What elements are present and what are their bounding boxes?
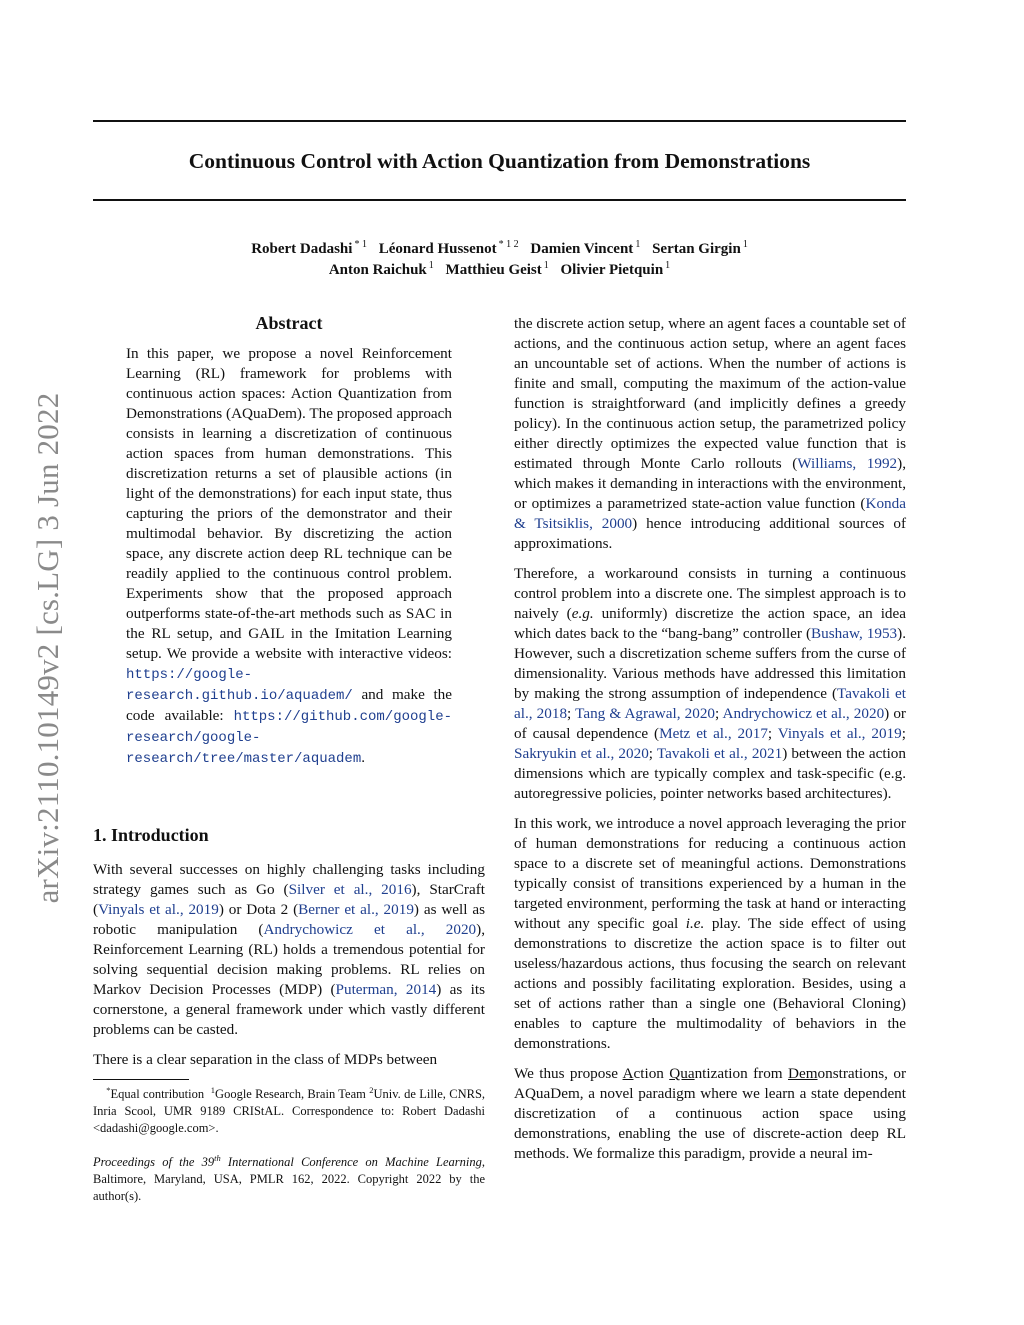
website-link[interactable]: https://google-research.github.io/aquadem/: [126, 667, 353, 704]
abstract-text: and make the code available:: [126, 686, 452, 724]
citation-link[interactable]: Tavakoli et al., 2021: [656, 745, 783, 762]
author-line-2: [93, 256, 906, 280]
paragraph: Therefore, a workaround consists in turning a continuous control problem into a discrete one. The simplest approach is to naively (e.g. uniformly) discretize the action space, an idea which dates back to the “bang-bang” controller (Bushaw, 1953). However, such a discretization scheme suffers from the curse of dimensionality. Various methods have addressed this limitation by making the strong assumption of independence (Tavakoli et al., 2018; Tang & Agrawal, 2020; Andrychowicz et al., 2020) or of causal dependence (Metz et al., 2017; Vinyals et al., 2019; Sakryukin et al., 2020; Tavakoli et al., 2021) between the action dimensions which are typically complex and task-specific (e.g. autoregressive policies, pointer networks based architectures).: [514, 565, 906, 802]
footnote: *Equal contribution $^1$Google Research, Brain Team $^2$Univ. de Lille, CNRS, Inria Scool, UMR 9189 CRIStAL. Correspondence to: Robert Dadashi <dadashi@google.com>.: [93, 1085, 486, 1136]
footnote-rule: [93, 1079, 189, 1080]
paragraph: In this work, we introduce a novel approach leveraging the prior of human demonstrations for reducing a continuous action space to a discrete set of meaningful actions. Demonstrations typically consist of transitions experienced by a human in the targeted environment, performing the task at hand or interacting without any specific goal i.e. play. The side effect of using demonstrations to discretize the action space is to filter out useless/hazardous actions, thus focusing the search on relevant actions and possibly facilitating exploration. Besides, using a set of actions rather than a single one (Behavioral Cloning) enables to capture the multimodality of behaviors in the demonstrations.: [514, 815, 906, 1052]
abstract-heading: Abstract: [255, 313, 323, 333]
author-name: Anton Raichuk $^1$: [328, 260, 434, 278]
citation-link[interactable]: Sakryukin et al., 2020: [514, 745, 649, 762]
citation-link[interactable]: Andrychowicz et al., 2020: [263, 921, 477, 938]
citation-link[interactable]: Berner et al., 2019: [298, 901, 414, 918]
abstract-text: In this paper, we propose a novel Reinforcement Learning (RL) framework for problems with continuous action spaces: Action Quantization from Demonstrations (AQuaDem). The proposed approach consists in learning a discretization of continuous action spaces from human demonstrations. This discretization returns a set of plausible actions (in light of the demonstrations) for each input state, thus capturing the priors of the demonstrator and their multimodal behavior. By discretizing the action space, any discrete action deep RL technique can be readily applied to the continuous control problem. Experiments show that the proposed approach outperforms state-of-the-art methods such as SAC in the RL setup, and GAIL in the Imitation Learning setup. We provide a website with interactive videos:: [126, 345, 452, 662]
citation-link[interactable]: Vinyals et al., 2019: [777, 725, 902, 742]
code-link[interactable]: https://github.com/google-research/google-research/tree/master/aquadem: [126, 709, 453, 767]
paper-title: Continuous Control with Action Quantization from Demonstrations: [188, 149, 811, 173]
citation-link[interactable]: Bushaw, 1953: [811, 625, 898, 642]
citation-link[interactable]: Williams, 1992: [797, 455, 898, 472]
author-name: Damien Vincent $^1$: [530, 239, 641, 257]
citation-link[interactable]: Metz et al., 2017: [659, 725, 768, 742]
proceedings-note: Proceedings of the 39th International Conference on Machine Learning, Baltimore, Maryland, USA, PMLR 162, 2022. Copyright 2022 by the author(s).: [93, 1153, 486, 1204]
introduction-heading: 1. Introduction: [93, 825, 209, 845]
paragraph: the discrete action setup, where an agent faces a countable set of actions, and the continuous action setup, where an agent faces an uncountable set of actions. When the number of actions is finite and small, computing the maximum of the action-value function is straightforward (and implicitly defines a greedy policy). In the continuous action setup, the parametrized policy either directly optimizes the expected value function that is estimated through Monte Carlo rollouts (Williams, 1992), which makes it demanding in interactions with the environment, or optimizes a parametrized state-action value function (Konda & Tsitsiklis, 2000) hence introducing additional sources of approximations.: [514, 315, 907, 552]
abstract-body: [126, 344, 452, 769]
author-name: Matthieu Geist $^1$: [445, 260, 549, 278]
author-name: Sertan Girgin $^1$: [652, 239, 748, 257]
title-bottom-rule: [93, 199, 906, 201]
citation-link[interactable]: Tavakoli et al., 2018: [514, 685, 906, 722]
author-name: Léonard Hussenot $^{* 1 2}$: [378, 239, 519, 257]
author-name: Robert Dadashi $^{* 1}$: [251, 239, 367, 257]
citation-link[interactable]: Andrychowicz et al., 2020: [722, 705, 885, 722]
abstract-text: .: [361, 749, 366, 766]
paragraph: There is a clear separation in the class of MDPs between: [93, 1051, 438, 1068]
introduction-left-column: [93, 860, 485, 1070]
citation-link[interactable]: Konda & Tsitsiklis, 2000: [514, 495, 906, 532]
citation-link[interactable]: Silver et al., 2016: [288, 881, 412, 898]
author-name: Olivier Pietquin $^1$: [560, 260, 671, 278]
right-column: [514, 314, 906, 1164]
title-top-rule: [93, 120, 906, 122]
citation-link[interactable]: Puterman, 2014: [335, 981, 437, 998]
arxiv-sidebar-id: arXiv:2110.10149v2 [cs.LG] 3 Jun 2022: [30, 392, 65, 904]
paragraph: We thus propose Action Quantization from Demonstrations, or AQuaDem, a novel paradigm where we learn a state dependent discretization of a continuous action space using demonstrations, enabling the use of discrete-action deep RL methods. We formalize this paradigm, provide a neural im-: [514, 1065, 907, 1162]
paragraph: With several successes on highly challenging tasks including strategy games such as Go (Silver et al., 2016), StarCraft (Vinyals et al., 2019) or Dota 2 (Berner et al., 2019) as well as robotic manipulation (Andrychowicz et al., 2020), Reinforcement Learning (RL) holds a tremendous potential for solving sequential decision making problems. RL relies on Markov Decision Processes (MDP) (Puterman, 2014) as its cornerstone, a general framework under which vastly different problems can be casted.: [93, 861, 485, 1038]
citation-link[interactable]: Vinyals et al., 2019: [98, 901, 219, 918]
citation-link[interactable]: Tang & Agrawal, 2020: [575, 705, 716, 722]
